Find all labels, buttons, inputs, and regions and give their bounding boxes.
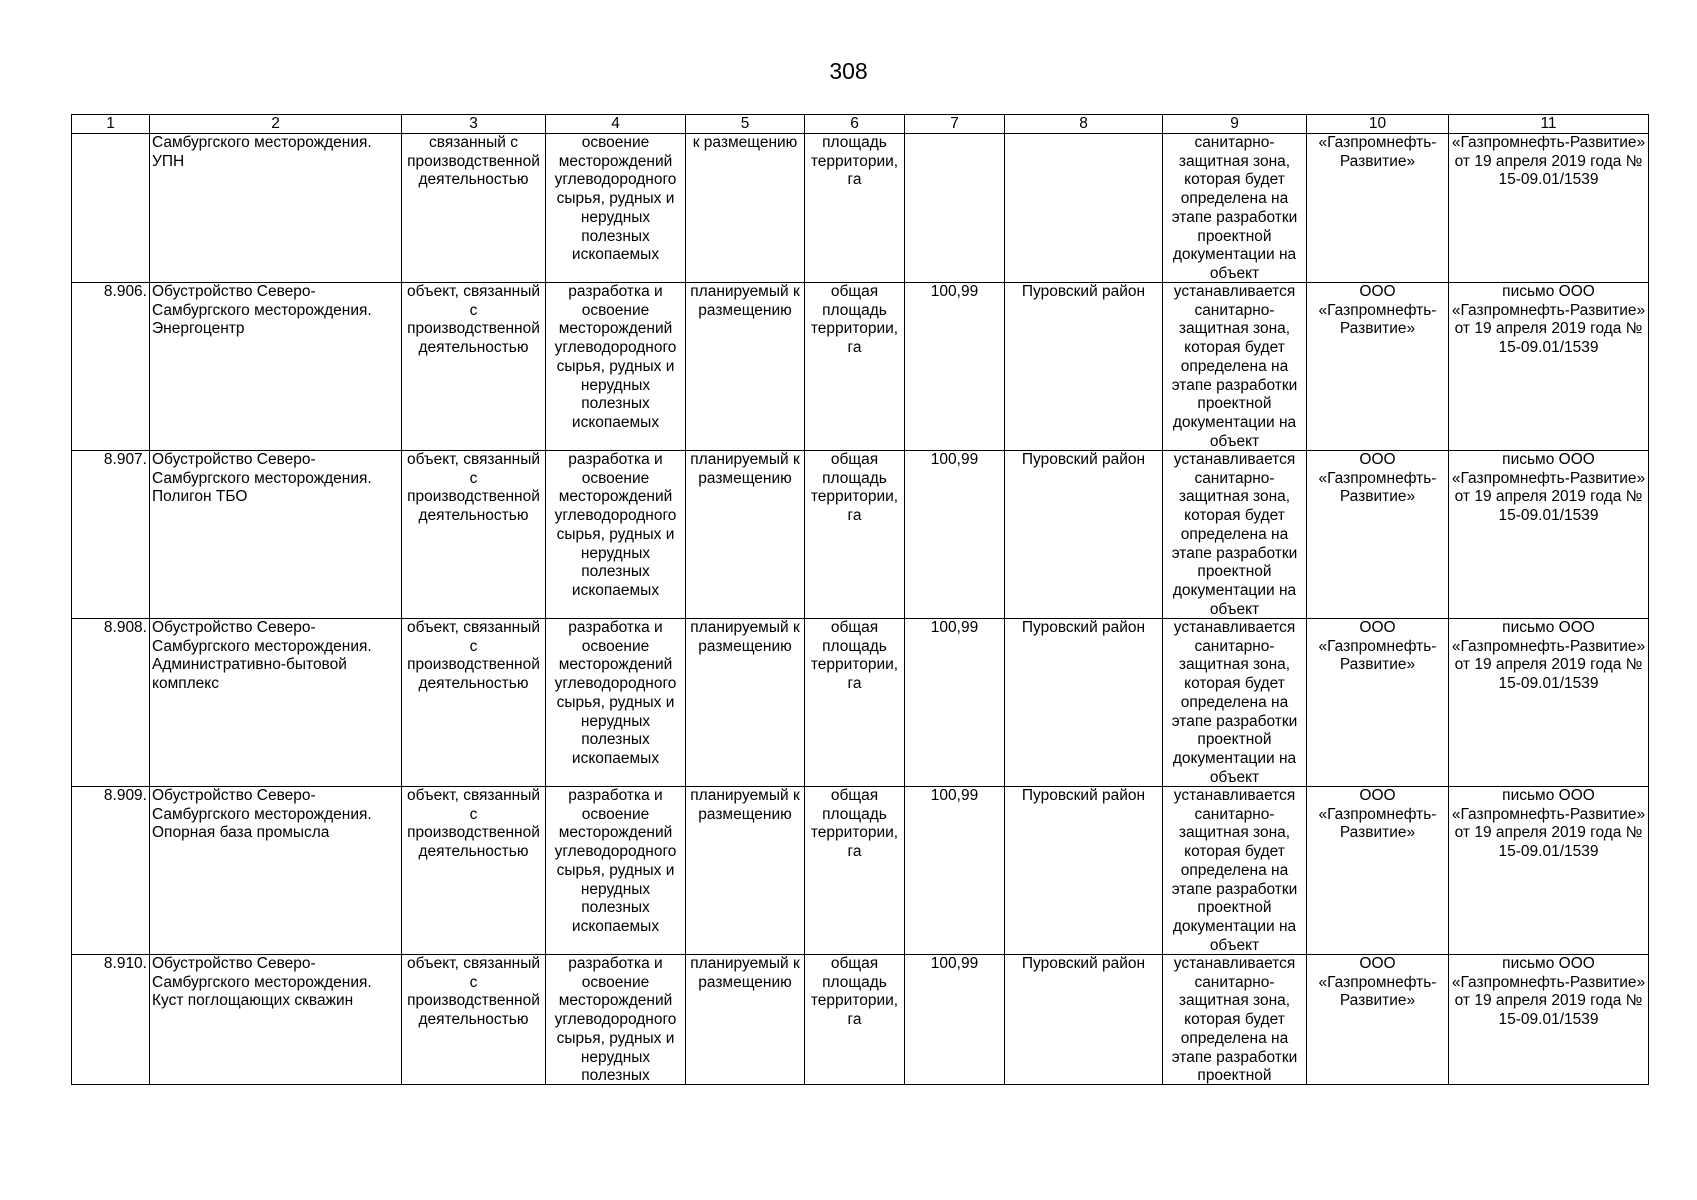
row-number-cell [72, 283, 150, 451]
row-number: 8.909. [103, 787, 147, 804]
object-purpose: освоение месторождений углеводородного сырья, рудных и нерудных полезных ископаемых [554, 134, 677, 264]
characteristic-value: 100,99 [930, 955, 979, 972]
object-status: планируемый к размещению [690, 451, 800, 487]
zone-description-cell [1163, 283, 1307, 451]
object-kind-cell [402, 134, 546, 283]
row-number-cell [72, 451, 150, 619]
row-number: 8.910. [103, 955, 147, 972]
organization-cell [1307, 134, 1449, 283]
object-characteristic: общая площадь территории, га [810, 955, 899, 1029]
row-number-cell [72, 955, 150, 1085]
object-location: Пуровский район [1021, 283, 1146, 300]
characteristic-value-cell [905, 283, 1005, 451]
object-purpose-cell [546, 787, 686, 955]
table-row [72, 451, 1649, 619]
object-location: Пуровский район [1021, 619, 1146, 636]
object-status-cell [686, 787, 805, 955]
organization-cell [1307, 283, 1449, 451]
row-number-cell [72, 787, 150, 955]
table-row [72, 619, 1649, 787]
zone-description: устанавливается санитарно-защитная зона, которая будет определена на этапе разработки проектной [1171, 955, 1298, 1084]
source-document-cell [1449, 955, 1649, 1085]
object-kind: объект, связанный с производственной деятельностью [406, 955, 541, 1029]
object-kind: объект, связанный с производственной деятельностью [406, 787, 541, 861]
object-location-cell [1005, 283, 1163, 451]
zone-description: устанавливается санитарно-защитная зона, которая будет определена на этапе разработки проектной документации на объект [1171, 619, 1298, 786]
object-purpose: разработка и освоение месторождений углеводородного сырья, рудных и нерудных полезных ископаемых [554, 451, 677, 599]
object-location: Пуровский район [1021, 451, 1146, 468]
object-name-cell [150, 619, 402, 787]
column-header-7: 7 [905, 115, 1005, 134]
object-purpose: разработка и освоение месторождений углеводородного сырья, рудных и нерудных полезных ископаемых [554, 283, 677, 431]
object-kind-cell [402, 955, 546, 1085]
table-row [72, 955, 1649, 1085]
object-name: Обустройство Северо-Самбургского месторождения. Административно-бытовой комплекс [152, 619, 372, 693]
object-status: к размещению [692, 134, 798, 151]
object-kind-cell [402, 619, 546, 787]
column-header-10: 10 [1307, 115, 1449, 134]
object-status: планируемый к размещению [690, 787, 800, 823]
object-characteristic-cell [805, 283, 905, 451]
organization-cell [1307, 451, 1449, 619]
zone-description-cell [1163, 955, 1307, 1085]
object-kind-cell [402, 451, 546, 619]
objects-table [71, 114, 1649, 1085]
characteristic-value-cell [905, 787, 1005, 955]
characteristic-value-cell [905, 134, 1005, 283]
zone-description-cell [1163, 134, 1307, 283]
object-status-cell [686, 619, 805, 787]
zone-description: устанавливается санитарно-защитная зона, которая будет определена на этапе разработки проектной документации на объект [1171, 283, 1298, 450]
object-purpose: разработка и освоение месторождений углеводородного сырья, рудных и нерудных полезных ископаемых [554, 619, 677, 767]
object-kind: объект, связанный с производственной деятельностью [406, 619, 541, 693]
row-number-cell [72, 134, 150, 283]
object-status-cell [686, 134, 805, 283]
object-characteristic-cell [805, 955, 905, 1085]
object-purpose-cell [546, 134, 686, 283]
source-document-cell [1449, 134, 1649, 283]
zone-description: устанавливается санитарно-защитная зона, которая будет определена на этапе разработки проектной документации на объект [1171, 787, 1298, 954]
zone-description-cell [1163, 619, 1307, 787]
source-document: письмо ООО «Газпромнефть-Развитие» от 19 апреля 2019 года № 15-09.01/1539 [1451, 619, 1646, 693]
row-number-cell [72, 619, 150, 787]
object-purpose-cell [546, 955, 686, 1085]
source-document: письмо ООО «Газпромнефть-Развитие» от 19 апреля 2019 года № 15-09.01/1539 [1451, 787, 1646, 861]
table-row [72, 787, 1649, 955]
object-characteristic: площадь территории, га [810, 134, 899, 189]
characteristic-value-cell [905, 619, 1005, 787]
organization: ООО «Газпромнефть-Развитие» [1318, 619, 1437, 674]
zone-description-cell [1163, 787, 1307, 955]
organization: ООО «Газпромнефть-Развитие» [1318, 955, 1437, 1010]
table-body [72, 134, 1649, 1085]
organization: «Газпромнефть-Развитие» [1318, 134, 1437, 170]
object-location-cell [1005, 787, 1163, 955]
object-location: Пуровский район [1021, 787, 1146, 804]
organization: ООО «Газпромнефть-Развитие» [1318, 451, 1437, 506]
object-location-cell [1005, 619, 1163, 787]
object-name-cell [150, 283, 402, 451]
column-header-8: 8 [1005, 115, 1163, 134]
object-location-cell [1005, 134, 1163, 283]
row-number: 8.908. [103, 619, 147, 636]
object-name-cell [150, 787, 402, 955]
object-name: Обустройство Северо-Самбургского месторождения. Полигон ТБО [152, 451, 372, 506]
object-kind: объект, связанный с производственной деятельностью [406, 451, 541, 525]
column-header-11: 11 [1449, 115, 1649, 134]
source-document-cell [1449, 787, 1649, 955]
column-header-6: 6 [805, 115, 905, 134]
object-characteristic-cell [805, 787, 905, 955]
characteristic-value: 100,99 [930, 787, 979, 804]
object-purpose-cell [546, 283, 686, 451]
column-header-3: 3 [402, 115, 546, 134]
object-status-cell [686, 955, 805, 1085]
object-status: планируемый к размещению [690, 283, 800, 319]
column-header-9: 9 [1163, 115, 1307, 134]
object-characteristic: общая площадь территории, га [810, 451, 899, 525]
object-status-cell [686, 283, 805, 451]
organization: ООО «Газпромнефть-Развитие» [1318, 283, 1437, 338]
object-purpose: разработка и освоение месторождений углеводородного сырья, рудных и нерудных полезных [554, 955, 677, 1084]
column-header-4: 4 [546, 115, 686, 134]
source-document: письмо ООО «Газпромнефть-Развитие» от 19 апреля 2019 года № 15-09.01/1539 [1451, 955, 1646, 1029]
object-location-cell [1005, 451, 1163, 619]
object-purpose-cell [546, 619, 686, 787]
object-name: Обустройство Северо-Самбургского месторождения. Энергоцентр [152, 283, 372, 338]
object-purpose-cell [546, 451, 686, 619]
object-status: планируемый к размещению [690, 619, 800, 655]
organization-cell [1307, 787, 1449, 955]
object-characteristic-cell [805, 134, 905, 283]
column-header-1: 1 [72, 115, 150, 134]
object-kind: связанный с производственной деятельностью [407, 134, 540, 189]
column-header-2: 2 [150, 115, 402, 134]
object-name-cell [150, 451, 402, 619]
object-name: Обустройство Северо-Самбургского месторождения. Опорная база промысла [152, 787, 372, 842]
characteristic-value: 100,99 [930, 283, 979, 300]
header-row [72, 115, 1649, 134]
zone-description-cell [1163, 451, 1307, 619]
source-document: письмо ООО «Газпромнефть-Развитие» от 19 апреля 2019 года № 15-09.01/1539 [1451, 451, 1646, 525]
object-kind-cell [402, 283, 546, 451]
object-status: планируемый к размещению [690, 955, 800, 991]
characteristic-value: 100,99 [930, 451, 979, 468]
table-row [72, 134, 1649, 283]
zone-description: санитарно-защитная зона, которая будет определена на этапе разработки проектной документации на объект [1171, 134, 1298, 282]
object-location: Пуровский район [1021, 955, 1146, 972]
source-document: «Газпромнефть-Развитие» от 19 апреля 2019 года № 15-09.01/1539 [1451, 134, 1646, 189]
row-number: 8.906. [103, 283, 147, 300]
object-name: Обустройство Северо-Самбургского месторождения. Куст поглощающих скважин [152, 955, 372, 1010]
object-name: Самбургского месторождения. УПН [152, 134, 372, 170]
object-name-cell [150, 955, 402, 1085]
characteristic-value-cell [905, 955, 1005, 1085]
source-document-cell [1449, 283, 1649, 451]
organization-cell [1307, 619, 1449, 787]
row-number: 8.907. [103, 451, 147, 468]
organization-cell [1307, 955, 1449, 1085]
column-header-5: 5 [686, 115, 805, 134]
zone-description: устанавливается санитарно-защитная зона, которая будет определена на этапе разработки проектной документации на объект [1171, 451, 1298, 618]
characteristic-value: 100,99 [930, 619, 979, 636]
object-characteristic: общая площадь территории, га [810, 619, 899, 693]
object-characteristic: общая площадь территории, га [810, 283, 899, 357]
source-document: письмо ООО «Газпромнефть-Развитие» от 19 апреля 2019 года № 15-09.01/1539 [1451, 283, 1646, 357]
table-row [72, 283, 1649, 451]
object-name-cell [150, 134, 402, 283]
object-kind: объект, связанный с производственной деятельностью [406, 283, 541, 357]
object-characteristic-cell [805, 451, 905, 619]
object-location-cell [1005, 955, 1163, 1085]
object-purpose: разработка и освоение месторождений углеводородного сырья, рудных и нерудных полезных ископаемых [554, 787, 677, 935]
source-document-cell [1449, 619, 1649, 787]
object-characteristic-cell [805, 619, 905, 787]
object-status-cell [686, 451, 805, 619]
object-kind-cell [402, 787, 546, 955]
page-number: 308 [829, 58, 868, 84]
object-characteristic: общая площадь территории, га [810, 787, 899, 861]
organization: ООО «Газпромнефть-Развитие» [1318, 787, 1437, 842]
characteristic-value-cell [905, 451, 1005, 619]
source-document-cell [1449, 451, 1649, 619]
